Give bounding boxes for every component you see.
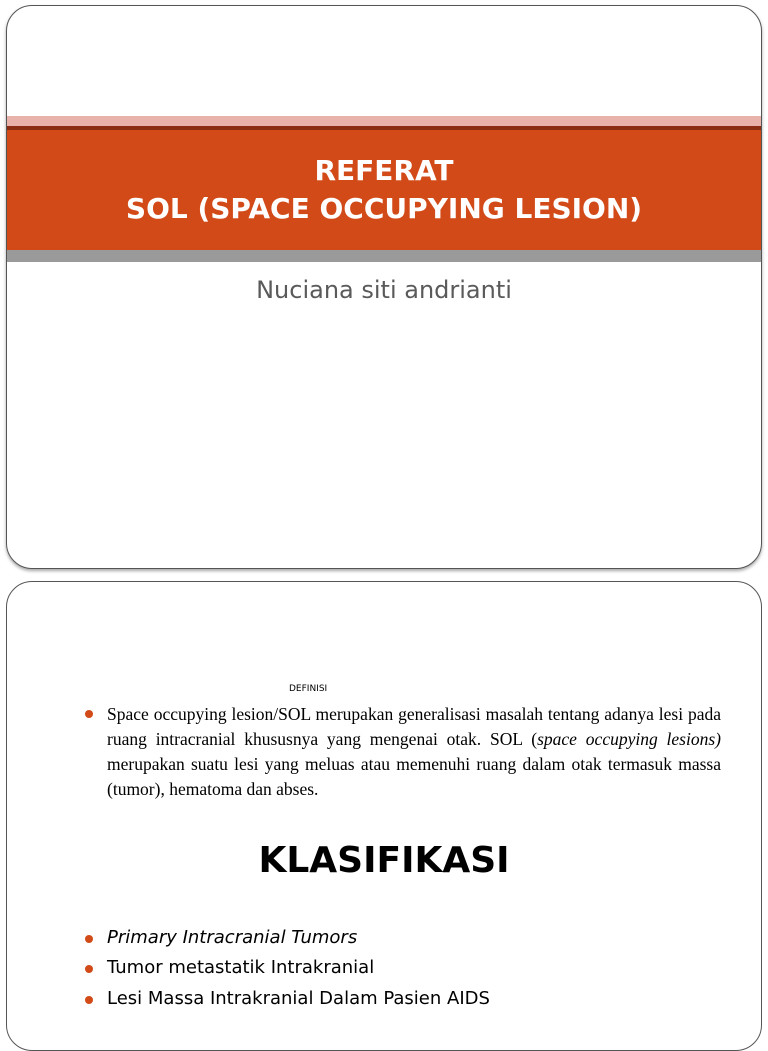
bullet-dot (85, 710, 93, 718)
list-item: Lesi Massa Intrakranial Dalam Pasien AIDS (107, 988, 490, 1009)
klasifikasi-heading: KLASIFIKASI (258, 840, 510, 881)
title-band (7, 130, 761, 250)
author-name: Nuciana siti andrianti (256, 276, 512, 304)
title-line-2: SOL (SPACE OCCUPYING LESION) (125, 192, 643, 225)
title-line-1: REFERAT (314, 154, 454, 187)
definition-text-2: merupakan suatu lesi yang meluas atau memenuhi ruang dalam otak termasuk massa (tumor), hematoma dan abses. (107, 754, 721, 799)
section-label: DEFINISI (289, 684, 328, 694)
bullet-dot (85, 935, 93, 943)
bullet-dot (85, 965, 93, 973)
decorative-pink-strip (7, 116, 761, 126)
definition-text-italic: space occupying lesions) (537, 729, 721, 749)
definition-paragraph (107, 702, 721, 802)
list-item: Primary Intracranial Tumors (107, 927, 358, 948)
bullet-dot (85, 996, 93, 1004)
slide-definition (6, 581, 762, 1051)
slide-title (6, 5, 762, 569)
decorative-gray-strip (7, 250, 761, 262)
definition-text-1: Space occupying lesion/SOL merupakan generalisasi masalah tentang adanya lesi pada ruang intracranial khususnya yang mengenai otak. SOL ( (107, 704, 721, 749)
list-item: Tumor metastatik Intrakranial (107, 957, 375, 978)
